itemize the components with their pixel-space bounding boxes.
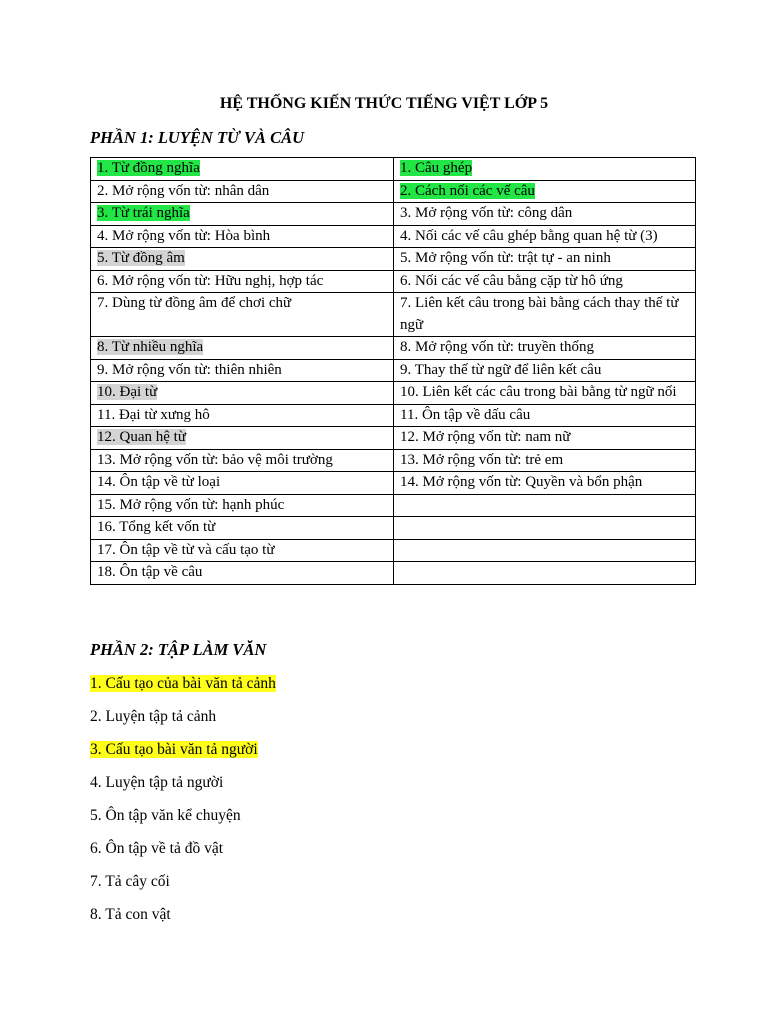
list-item-text: 5. Ôn tập văn kể chuyện	[90, 807, 241, 824]
table-cell	[394, 203, 696, 226]
list-item	[90, 839, 223, 859]
table-cell-text: 2. Mở rộng vốn từ: nhân dân	[97, 182, 270, 199]
table-cell	[394, 449, 696, 472]
table-cell-text: 4. Nối các vế câu ghép bằng quan hệ từ (3)	[400, 227, 658, 244]
table-cell	[91, 449, 394, 472]
table-cell-text: 17. Ôn tập về từ và cấu tạo từ	[97, 541, 275, 558]
table-cell-text: 11. Ôn tập về dấu câu	[400, 406, 531, 423]
table-row	[91, 517, 696, 540]
table-cell-text: 10. Liên kết các câu trong bài bằng từ ngữ nối	[400, 384, 677, 400]
table-row	[91, 248, 696, 271]
table-row	[91, 180, 696, 203]
table-cell-text: 8. Từ nhiều nghĩa	[97, 339, 204, 355]
table-row	[91, 427, 696, 450]
table-cell-text: 3. Từ trái nghĩa	[97, 205, 190, 221]
table-cell	[394, 472, 696, 495]
table-cell-text: 13. Mở rộng vốn từ: bảo vệ môi trường	[97, 451, 333, 468]
table-cell	[394, 562, 696, 585]
table-cell	[394, 494, 696, 517]
table-cell	[394, 404, 696, 427]
table-cell-text: 10. Đại từ	[97, 384, 158, 400]
table-cell	[394, 225, 696, 248]
table-cell-text: 12. Quan hệ từ	[97, 429, 186, 445]
table-cell-text: 15. Mở rộng vốn từ: hạnh phúc	[97, 496, 285, 513]
table-cell-text: 14. Mở rộng vốn từ: Quyền và bổn phận	[400, 474, 643, 490]
table-cell-text: 7. Dùng từ đồng âm để chơi chữ	[97, 295, 292, 311]
table-cell	[394, 359, 696, 382]
table-row	[91, 293, 696, 337]
part1-table	[90, 157, 696, 585]
table-cell-text: 9. Thay thế từ ngữ để liên kết câu	[400, 361, 602, 378]
list-item	[90, 740, 258, 760]
table-cell-text: 7. Liên kết câu trong bài bằng cách thay thế từ ngữ	[400, 295, 679, 333]
table-cell-text: 6. Mở rộng vốn từ: Hữu nghị, hợp tác	[97, 272, 324, 289]
table-cell-text: 16. Tổng kết vốn từ	[97, 519, 216, 535]
table-cell	[91, 158, 394, 181]
table-cell	[91, 225, 394, 248]
table-cell	[91, 404, 394, 427]
table-row	[91, 359, 696, 382]
table-cell-text: 1. Từ đồng nghĩa	[97, 160, 200, 176]
table-cell	[394, 158, 696, 181]
table-row	[91, 449, 696, 472]
table-cell-text: 18. Ôn tập về câu	[97, 564, 203, 580]
table-cell	[91, 180, 394, 203]
part2-heading: PHẦN 2: TẬP LÀM VĂN	[90, 640, 267, 659]
list-item-text: 1. Cấu tạo của bài văn tả cảnh	[90, 675, 276, 692]
table-row	[91, 539, 696, 562]
table-cell-text: 1. Câu ghép	[400, 160, 473, 176]
table-cell	[91, 382, 394, 405]
table-row	[91, 382, 696, 405]
list-item-text: 3. Cấu tạo bài văn tả người	[90, 741, 258, 758]
table-cell	[91, 270, 394, 293]
table-cell-text: 13. Mở rộng vốn từ: trẻ em	[400, 451, 564, 468]
table-cell	[394, 293, 696, 337]
table-cell	[91, 562, 394, 585]
table-cell-text: 5. Mở rộng vốn từ: trật tự - an ninh	[400, 250, 611, 266]
table-cell	[394, 382, 696, 405]
table-cell	[394, 517, 696, 540]
table-row	[91, 472, 696, 495]
table-cell	[91, 472, 394, 495]
table-cell	[91, 427, 394, 450]
table-row	[91, 225, 696, 248]
table-row	[91, 494, 696, 517]
table-row	[91, 337, 696, 360]
table-cell-text: 11. Đại từ xưng hô	[97, 406, 210, 423]
table-cell-text: 3. Mở rộng vốn từ: công dân	[400, 205, 573, 221]
list-item	[90, 806, 241, 826]
table-row	[91, 562, 696, 585]
list-item-text: 4. Luyện tập tả người	[90, 774, 224, 791]
table-row	[91, 270, 696, 293]
table-row	[91, 203, 696, 226]
list-item	[90, 905, 171, 925]
table-cell	[394, 539, 696, 562]
list-item-text: 6. Ôn tập về tả đồ vật	[90, 840, 224, 857]
table-cell	[91, 539, 394, 562]
table-cell-text: 2. Cách nối các vế câu	[400, 182, 535, 199]
list-item	[90, 773, 223, 793]
table-cell	[91, 293, 394, 337]
table-cell	[394, 270, 696, 293]
list-item-text: 8. Tả con vật	[90, 906, 171, 923]
table-cell	[91, 337, 394, 360]
list-item	[90, 674, 276, 694]
table-cell	[91, 248, 394, 271]
document-title: HỆ THỐNG KIẾN THỨC TIẾNG VIỆT LỚP 5	[219, 95, 549, 112]
table-row	[91, 158, 696, 181]
list-item-text: 7. Tả cây cối	[90, 873, 170, 890]
table-cell	[91, 517, 394, 540]
table-cell	[394, 427, 696, 450]
table-cell-text: 14. Ôn tập về từ loại	[97, 474, 221, 490]
table-cell-text: 5. Từ đồng âm	[97, 250, 185, 266]
table-row	[91, 404, 696, 427]
table-cell	[91, 494, 394, 517]
table-cell	[394, 248, 696, 271]
table-cell-text: 4. Mở rộng vốn từ: Hòa bình	[97, 227, 271, 244]
part1-heading: PHẦN 1: LUYỆN TỪ VÀ CÂU	[90, 128, 305, 147]
table-cell	[91, 359, 394, 382]
table-cell	[91, 203, 394, 226]
table-cell-text: 9. Mở rộng vốn từ: thiên nhiên	[97, 361, 282, 378]
list-item-text: 2. Luyện tập tả cảnh	[90, 708, 217, 725]
list-item	[90, 707, 216, 727]
table-cell	[394, 180, 696, 203]
table-cell-text: 8. Mở rộng vốn từ: truyền thống	[400, 339, 594, 355]
table-cell-text: 12. Mở rộng vốn từ: nam nữ	[400, 429, 571, 445]
table-cell	[394, 337, 696, 360]
table-cell-text: 6. Nối các vế câu bằng cặp từ hô ứng	[400, 272, 623, 289]
list-item	[90, 872, 170, 892]
